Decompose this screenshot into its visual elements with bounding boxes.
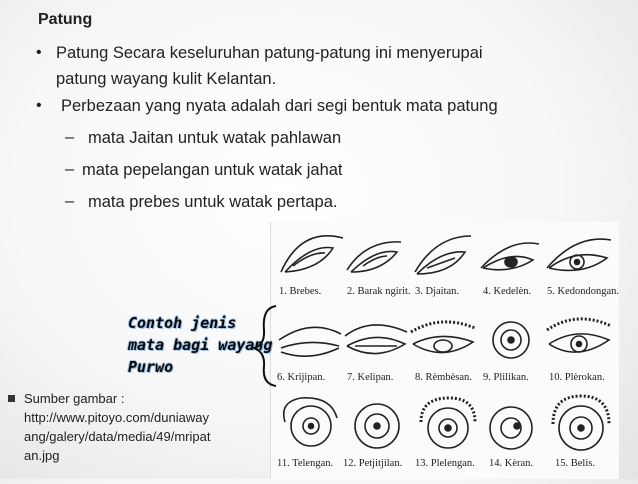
caption-line-2: mata bagi wayang <box>128 336 273 354</box>
sub-bullet-2: mata pepelangan untuk watak jahat <box>82 161 343 179</box>
eye-drawing-keran <box>490 407 532 449</box>
bullet-1-line-2: patung wayang kulit Kelantan. <box>56 70 277 88</box>
eye-drawing-kedondongan <box>547 239 611 270</box>
bullet-2-text: Perbezaan yang nyata adalah dari segi bentuk mata patung <box>61 97 498 115</box>
eye-drawing-kedelen <box>481 243 539 270</box>
dash-marker: – <box>65 160 75 178</box>
source-line-4: an.jpg <box>24 448 60 463</box>
eye-label: 15. Belis. <box>555 458 595 469</box>
source-line-3: ang/galery/data/media/49/mripat <box>24 429 211 444</box>
eye-label: 13. Plelengan. <box>415 458 475 469</box>
eye-label: 8. Rèmbèsan. <box>415 372 472 383</box>
dash-marker: – <box>65 192 75 210</box>
eye-drawing-telengan <box>284 398 337 446</box>
sub-bullet-1: mata Jaitan untuk watak pahlawan <box>88 129 342 147</box>
square-bullet-icon <box>8 395 15 402</box>
caption-line-3: Purwo <box>128 358 174 376</box>
sub-bullet-3: mata prebes untuk watak pertapa. <box>88 193 338 211</box>
eye-drawing-krijipan <box>279 327 341 356</box>
source-line-2: http://www.pitoyo.com/duniaway <box>24 410 209 425</box>
bullet-marker: • <box>36 44 42 61</box>
eye-drawing-plilikan <box>493 322 529 358</box>
eye-shapes-figure <box>270 222 619 479</box>
eye-drawing-rembesan <box>411 322 475 353</box>
slide-heading: Patung <box>38 11 93 28</box>
eye-drawing-kelipan <box>345 325 407 354</box>
eye-label: 14. Kèran. <box>489 458 534 469</box>
eye-label: 4. Kedelèn. <box>483 286 532 297</box>
eye-label: 6. Krijipan. <box>277 372 326 383</box>
eye-label: 9. Plilikan. <box>483 372 529 383</box>
eye-drawing-barak-ngirit <box>347 242 401 272</box>
eye-label: 12. Petjitjilan. <box>343 458 403 469</box>
caption-line-1: Contoh jenis <box>128 314 237 332</box>
bullet-1-line-1: Patung Secara keseluruhan patung-patung ini menyerupai <box>56 44 483 62</box>
source-line-1: Sumber gambar : <box>24 391 125 406</box>
eye-label: 7. Kelipan. <box>347 372 394 383</box>
eye-drawing-plelengan <box>421 398 475 448</box>
eye-label: 3. Djaitan. <box>415 286 460 297</box>
eye-label: 2. Barak ngirit. <box>347 286 411 297</box>
eye-drawing-brebes <box>281 236 343 272</box>
bracket-icon <box>252 300 282 390</box>
eye-drawing-petjitjilan <box>355 404 399 448</box>
eye-label: 11. Telengan. <box>277 458 334 469</box>
eye-drawing-belis <box>553 396 609 450</box>
bullet-marker: • <box>36 97 42 114</box>
dash-marker: – <box>65 128 75 146</box>
eye-label: 1. Brebes. <box>279 286 322 297</box>
eye-drawing-plerokan <box>547 319 611 352</box>
eye-label: 10. Plèrokan. <box>549 372 605 383</box>
eye-label: 5. Kedondongan. <box>547 286 620 297</box>
eye-drawing-djaitan <box>415 236 471 274</box>
eye-drawings-svg <box>271 222 619 479</box>
